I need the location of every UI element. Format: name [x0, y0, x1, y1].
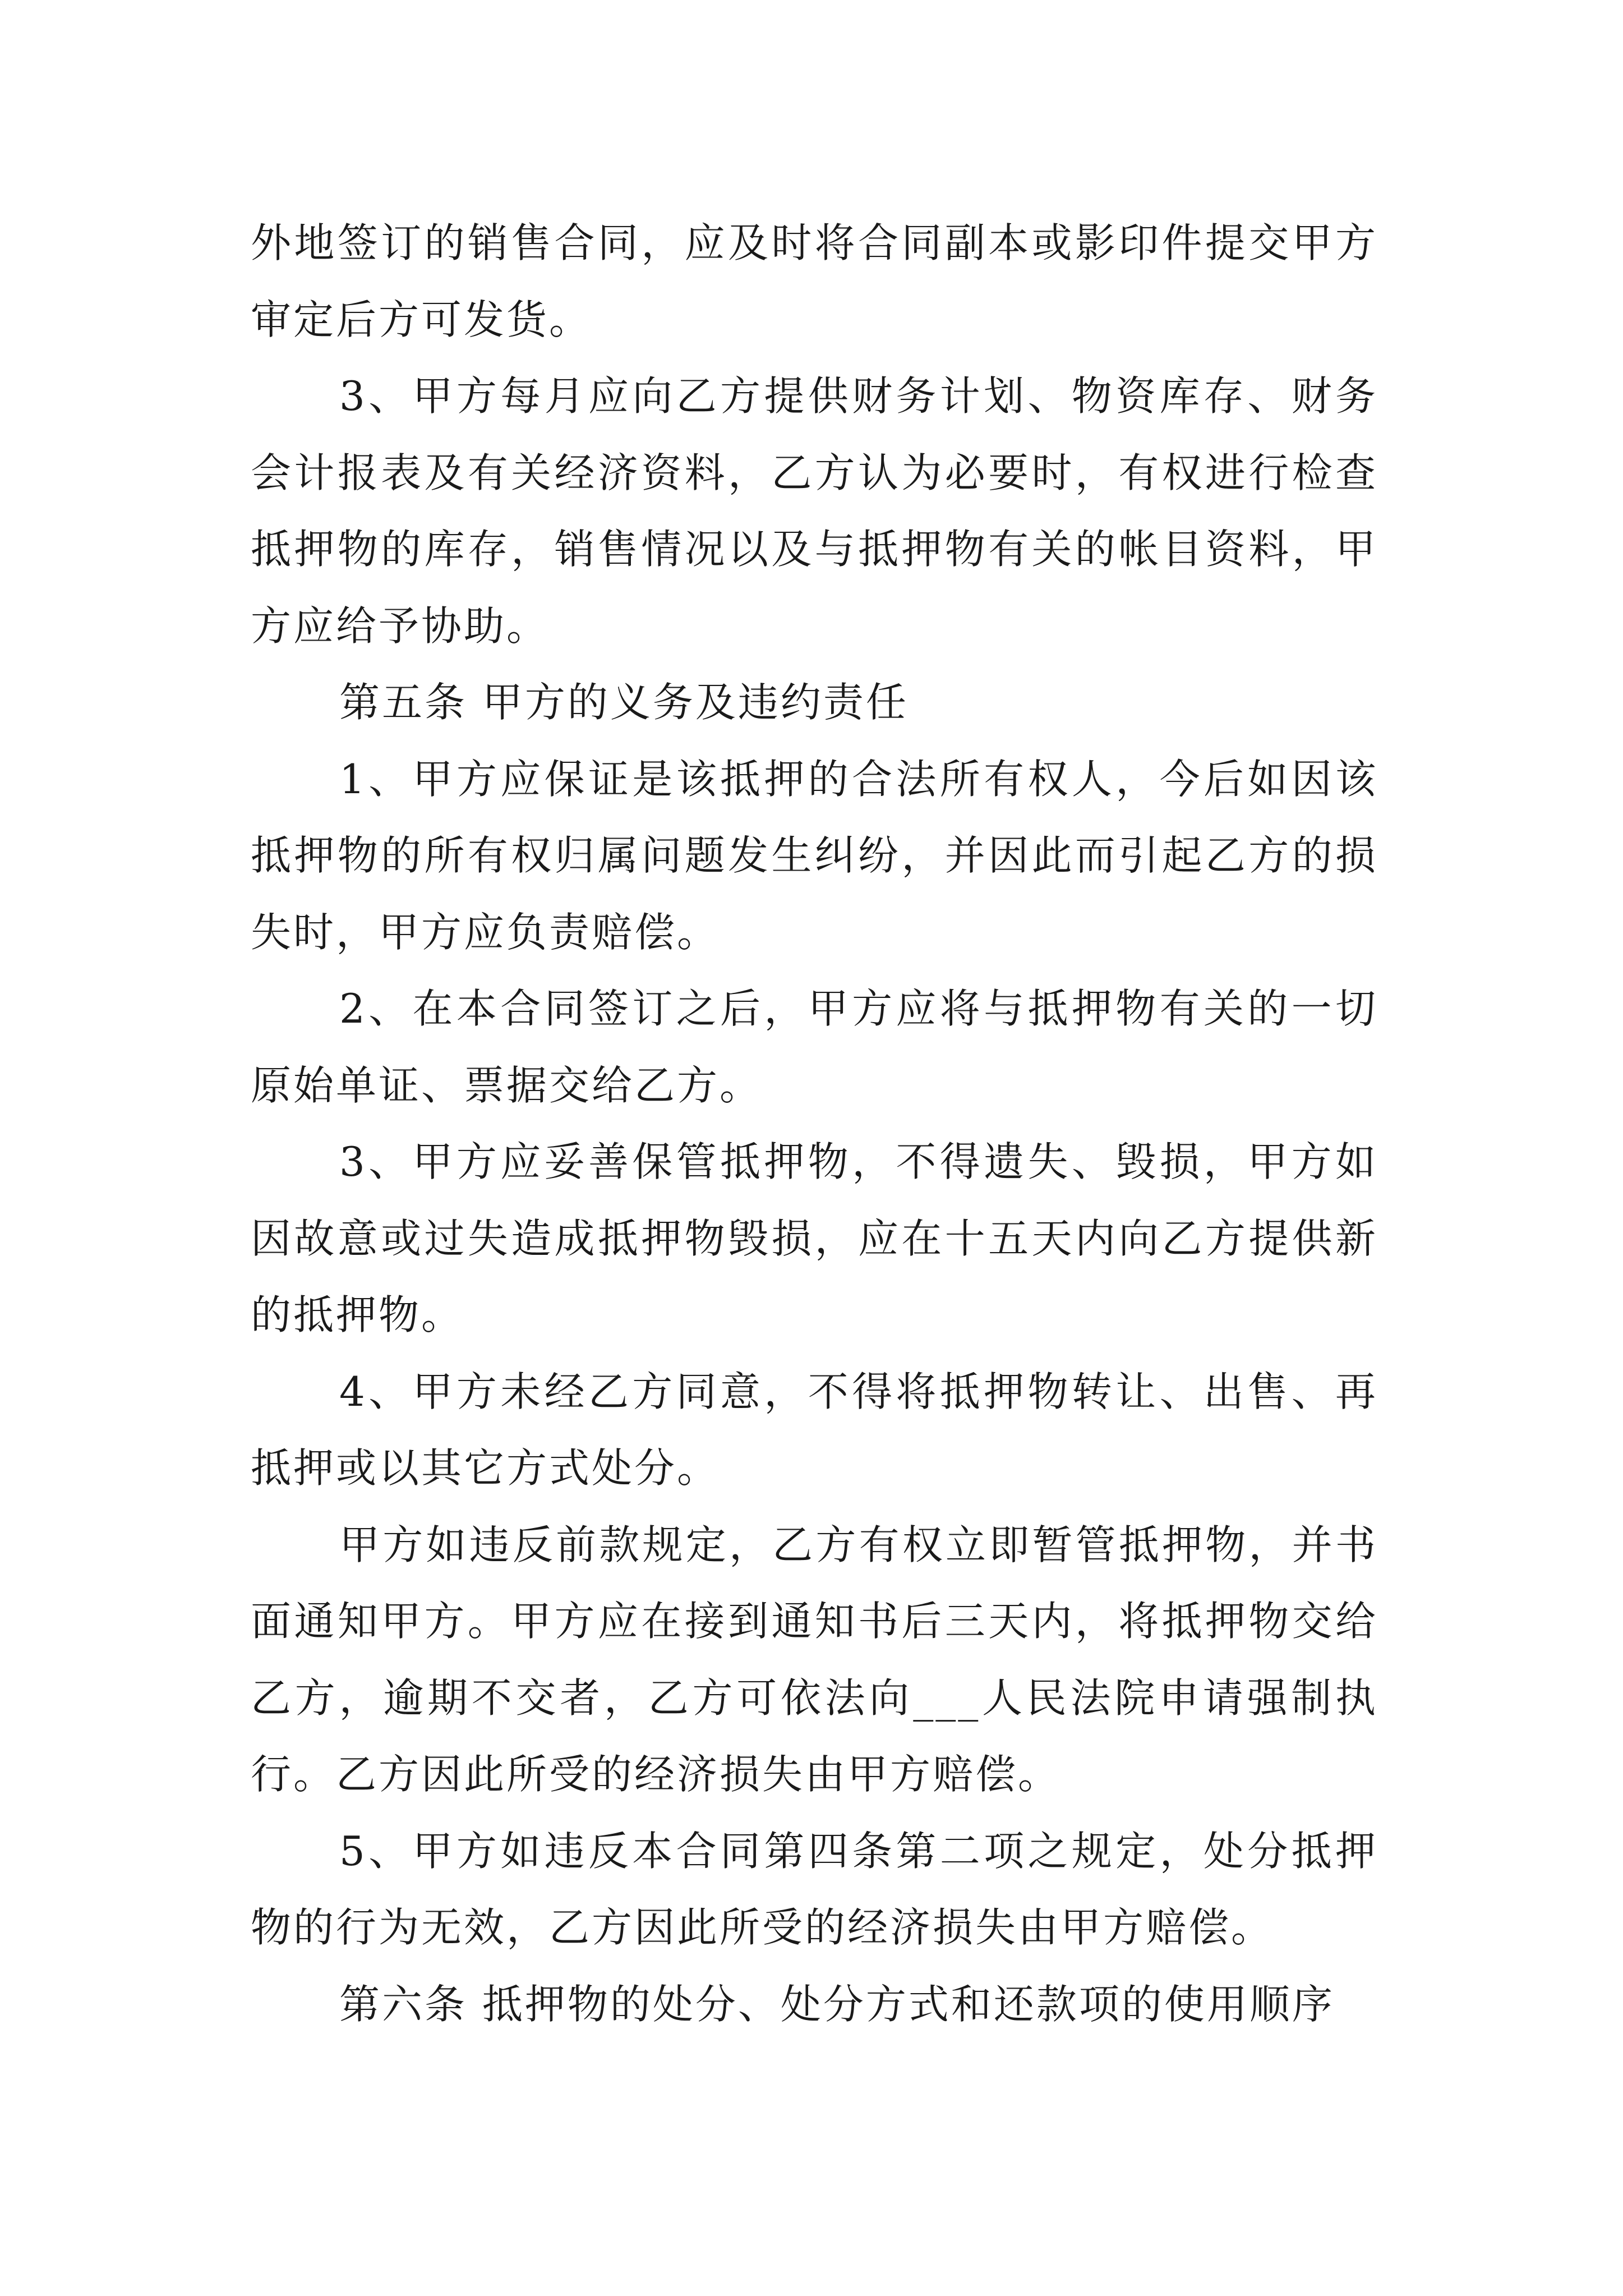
paragraph-clause-5-4-detail: 甲方如违反前款规定，乙方有权立即暂管抵押物，并书面通知甲方。甲方应在接到通知书后三天内，将抵押物交给乙方，逾期不交者，乙方可依法向___人民法院申请强制执行。乙方因此所受的经济损失由甲方赔偿。	[251, 1521, 1378, 1798]
paragraph-clause-5-2: 2、在本合同签订之后，甲方应将与抵押物有关的一切原始单证、票据交给乙方。	[251, 985, 1378, 1109]
section-heading-article-6: 第六条 抵押物的处分、处分方式和还款项的使用顺序	[339, 1980, 1335, 2028]
document-body	[251, 205, 1378, 2042]
paragraph-clause-5-4: 4、甲方未经乙方同意，不得将抵押物转让、出售、再抵押或以其它方式处分。	[251, 1368, 1378, 1492]
section-heading-article-5: 第五条 甲方的义务及违约责任	[339, 679, 909, 726]
paragraph-clause-5-3: 3、甲方应妥善保管抵押物，不得遗失、毁损，甲方如因故意或过失造成抵押物毁损，应在十五天内向乙方提供新的抵押物。	[251, 1138, 1378, 1338]
paragraph-clause-5-1: 1、甲方应保证是该抵押的合法所有权人，今后如因该抵押物的所有权归属问题发生纠纷，并因此而引起乙方的损失时，甲方应负责赔偿。	[251, 755, 1378, 956]
paragraph-clause-5-5: 5、甲方如违反本合同第四条第二项之规定，处分抵押物的行为无效，乙方因此所受的经济损失由甲方赔偿。	[251, 1827, 1378, 1951]
paragraph-clause-4-3: 3、甲方每月应向乙方提供财务计划、物资库存、财务会计报表及有关经济资料，乙方认为必要时，有权进行检查抵押物的库存，销售情况以及与抵押物有关的帐目资料，甲方应给予协助。	[251, 372, 1378, 650]
paragraph-continuation: 外地签订的销售合同，应及时将合同副本或影印件提交甲方审定后方可发货。	[251, 219, 1378, 343]
